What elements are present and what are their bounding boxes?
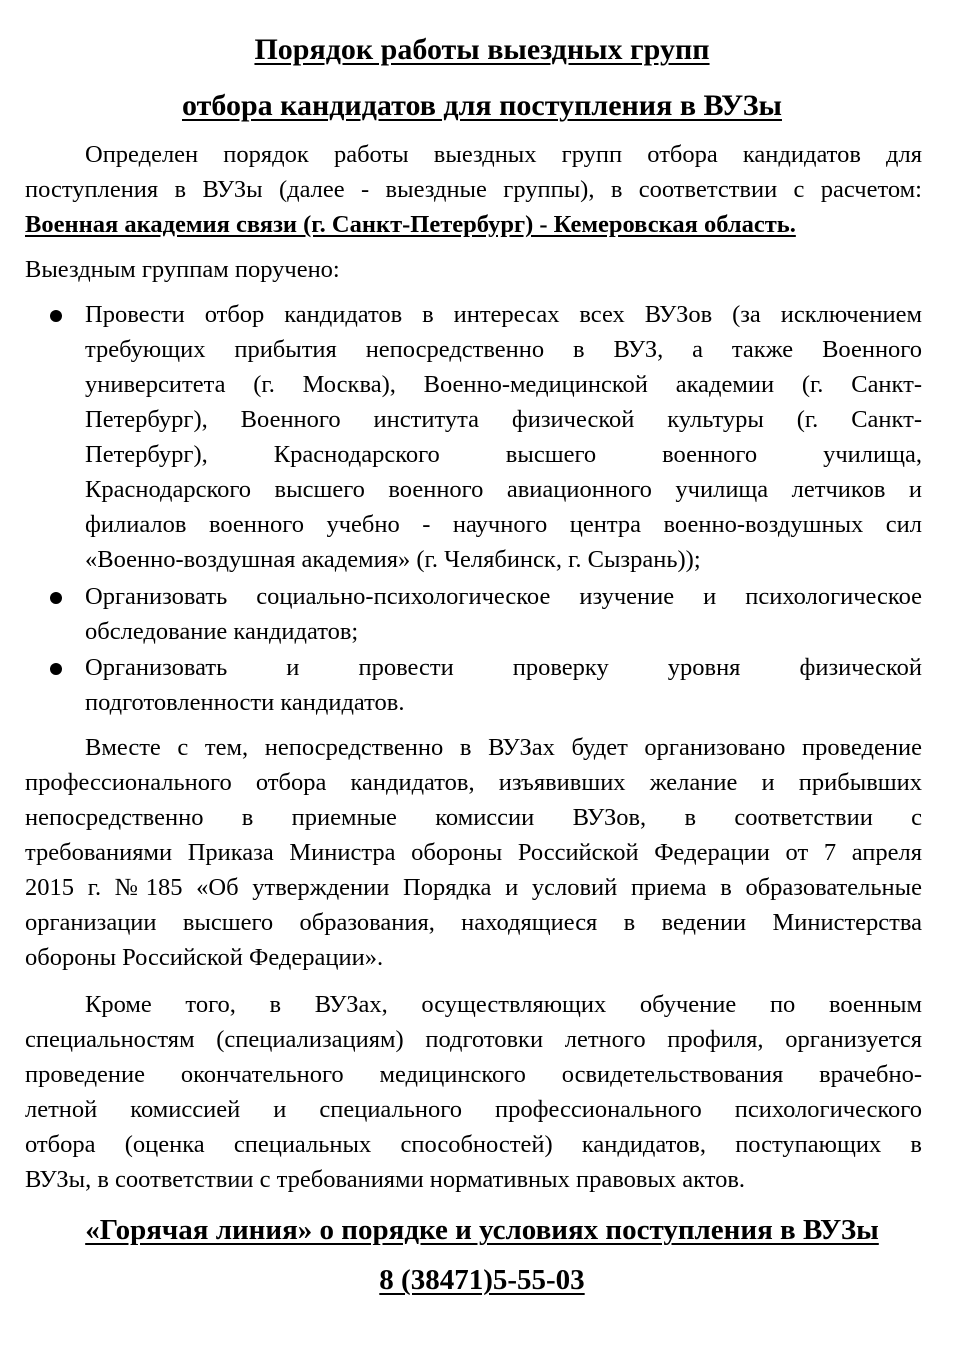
bullet-icon: [50, 592, 62, 604]
bullet-1-line: требующих прибытия непосредственно в ВУЗ, а также Военного: [85, 336, 922, 363]
assigned-heading: Выездным группам поручено:: [25, 256, 340, 283]
bullet-3-line: подготовленности кандидатов.: [85, 689, 405, 716]
bullet-1-line: филиалов военного учебно - научного центра военно-воздушных сил: [85, 511, 922, 538]
document-title-line-1: Порядок работы выездных групп: [254, 33, 710, 66]
paragraph-2-line: Вместе с тем, непосредственно в ВУЗах будет организовано проведение: [85, 734, 922, 761]
hotline-title: «Горячая линия» о порядке и условиях поступления в ВУЗы: [85, 1214, 879, 1246]
intro-highlight: Военная академия связи (г. Санкт-Петербург) - Кемеровская область.: [25, 211, 796, 238]
paragraph-2-line: 2015 г. №185 «Об утверждении Порядка и условий приема в образовательные: [25, 874, 922, 901]
bullet-3-line: Организовать и провести проверку уровня физической: [85, 654, 922, 681]
bullet-1-line: Провести отбор кандидатов в интересах всех ВУЗов (за исключением: [85, 301, 922, 328]
bullet-1-line: Петербург), Военного института физической культуры (г. Санкт-: [85, 406, 922, 433]
paragraph-3-line: проведение окончательного медицинского освидетельствования врачебно-: [25, 1061, 922, 1088]
bullet-1-line: Петербург), Краснодарского высшего военного училища,: [85, 441, 922, 468]
paragraph-2-line: обороны Российской Федерации».: [25, 944, 384, 971]
paragraph-3-line: отбора (оценка специальных способностей) кандидатов, поступающих в: [25, 1131, 922, 1158]
paragraph-2-line: организации высшего образования, находящиеся в ведении Министерства: [25, 909, 922, 936]
intro-line: Определен порядок работы выездных групп отбора кандидатов для: [85, 141, 922, 168]
document-title-line-2: отбора кандидатов для поступления в ВУЗы: [182, 89, 782, 122]
bullet-2-line: обследование кандидатов;: [85, 618, 359, 645]
bullet-1-line: университета (г. Москва), Военно-медицинской академии (г. Санкт-: [85, 371, 922, 398]
bullet-icon: [50, 663, 62, 675]
paragraph-2-line: требованиями Приказа Министра обороны Российской Федерации от 7 апреля: [25, 839, 922, 866]
bullet-icon: [50, 310, 62, 322]
paragraph-2-line: непосредственно в приемные комиссии ВУЗов, в соответствии с: [25, 804, 922, 831]
bullet-1-line: «Военно-воздушная академия» (г. Челябинск, г. Сызрань));: [85, 546, 701, 573]
paragraph-3-line: ВУЗы, в соответствии с требованиями нормативных правовых актов.: [25, 1166, 746, 1193]
intro-line: поступления в ВУЗы (далее - выездные группы), в соответствии с расчетом:: [25, 176, 922, 203]
paragraph-3-line: летной комиссией и специального профессионального психологического: [25, 1096, 922, 1123]
bullet-1-line: Краснодарского высшего военного авиационного училища летчиков и: [85, 476, 922, 503]
paragraph-2-line: профессионального отбора кандидатов, изъявивших желание и прибывших: [25, 769, 922, 796]
paragraph-3-line: специальностям (специализациям) подготовки летного профиля, организуется: [25, 1026, 922, 1053]
hotline-phone[interactable]: 8 (38471)5-55-03: [379, 1264, 585, 1296]
paragraph-3-line: Кроме того, в ВУЗах, осуществляющих обучение по военным: [85, 991, 922, 1018]
bullet-2-line: Организовать социально-психологическое изучение и психологическое: [85, 583, 922, 610]
